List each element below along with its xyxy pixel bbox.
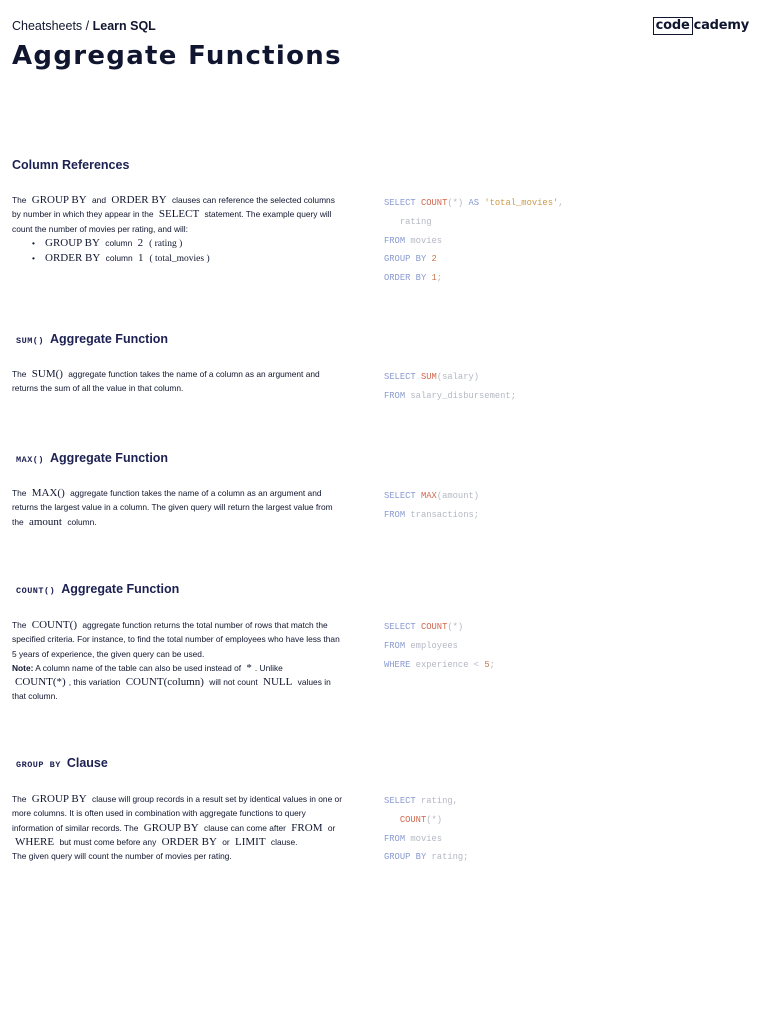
- bullet-list: [12, 236, 344, 267]
- section-column-references: [12, 158, 756, 284]
- section-heading: MAX() Aggregate Function: [16, 451, 169, 465]
- section-heading: COUNT() Aggregate Function: [16, 582, 180, 596]
- code-block[interactable]: SELECT COUNT(*) AS 'total_movies', rating FROM movies GROUP BY 2 ORDER BY 1;: [384, 198, 564, 284]
- breadcrumb-parent-link[interactable]: Cheatsheets: [12, 19, 83, 33]
- section-sum-function: [12, 332, 756, 401]
- section-count-function: [12, 582, 756, 702]
- section-description: The COUNT() aggregate function returns the total number of rows that match the specified criteria. For instance, to find the total number of employees who have less than 5 years of experience, the given query can be used. Note: A column name of the table can also be used instead of * . Unlike COUNT(*) , this variation COUNT(column) will not count NULL values in that column.: [12, 619, 340, 702]
- section-description: The SUM() aggregate function takes the name of a column as an argument and returns the sum of all the value in that column.: [12, 368, 320, 394]
- section-heading: GROUP BY Clause: [16, 756, 108, 770]
- logo-box-text: code: [653, 17, 693, 35]
- note-label: Note:: [12, 662, 34, 673]
- breadcrumb-separator: /: [82, 19, 93, 33]
- logo-rest-text: cademy: [693, 18, 749, 33]
- section-description: The MAX() aggregate function takes the name of a column as an argument and returns the largest value in a column. The given query will return the largest value from the amount column.: [12, 487, 333, 528]
- code-block[interactable]: SELECT rating, COUNT(*) FROM movies GROUP BY rating;: [384, 796, 469, 863]
- code-block[interactable]: SELECT COUNT(*) FROM employees WHERE experience < 5;: [384, 622, 495, 670]
- breadcrumb-current: Learn SQL: [92, 19, 156, 33]
- section-description: The GROUP BY and ORDER BY clauses can reference the selected columns by number in which they appear in the SELECT statement. The example query will count the number of movies per rating, and will: • GROUP BY column 2 ( rating ) • ORDER BY column 1 ( total_movies ): [12, 193, 344, 266]
- code-block[interactable]: SELECT SUM(salary) FROM salary_disbursement;: [384, 372, 516, 401]
- list-item: • ORDER BY column 1 ( total_movies ): [32, 251, 344, 266]
- codecademy-logo[interactable]: [653, 17, 749, 35]
- section-max-function: [12, 451, 756, 528]
- page-title: Aggregate Functions: [12, 41, 342, 71]
- breadcrumb: [12, 19, 156, 33]
- code-block[interactable]: SELECT MAX(amount) FROM transactions;: [384, 491, 480, 520]
- section-group-by-clause: [12, 756, 756, 863]
- list-item: • GROUP BY column 2 ( rating ): [32, 236, 344, 251]
- section-description: The GROUP BY clause will group records in a result set by identical values in one or more columns. It is often used in combination with aggregate functions to query information of similar records. The GROUP BY clause can come after FROM or WHERE but must come before any ORDER BY or LIMIT clause. The given query will count the number of movies per rating.: [12, 793, 342, 862]
- section-heading: Column References: [12, 158, 130, 172]
- section-heading: SUM() Aggregate Function: [16, 332, 169, 346]
